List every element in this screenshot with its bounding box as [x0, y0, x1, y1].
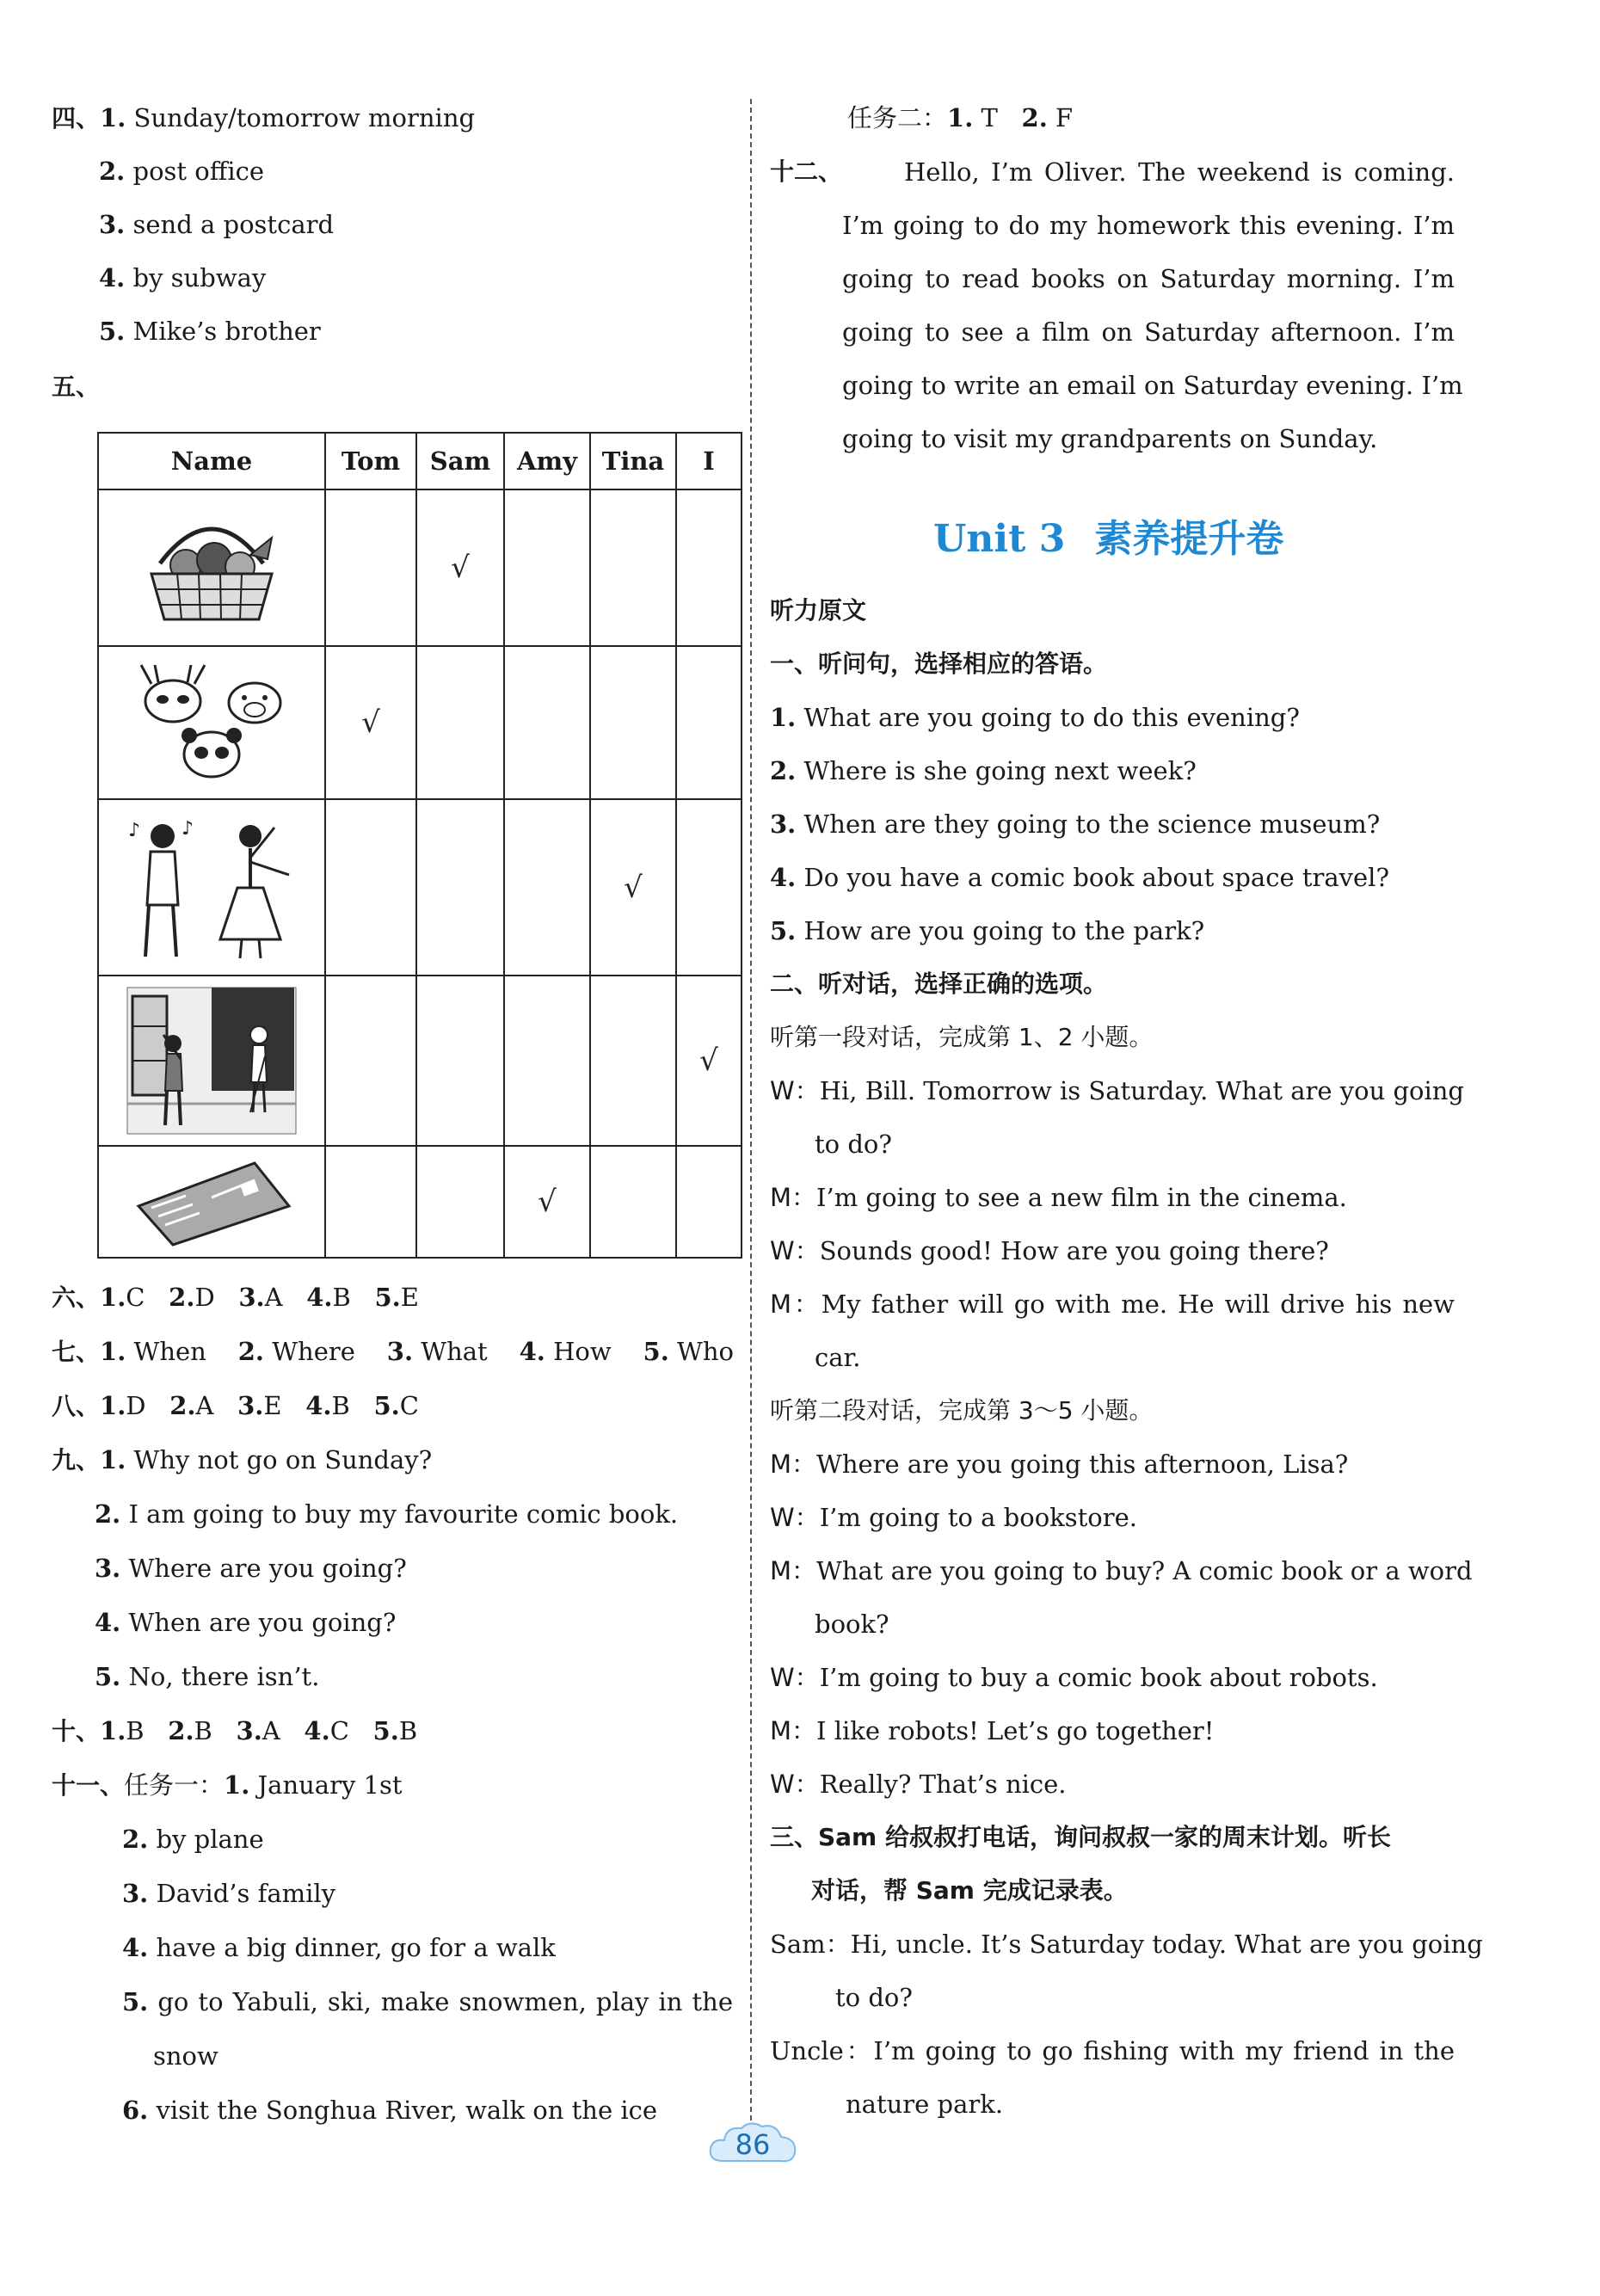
q11-line-4: 4. have a big dinner, go for a walk — [122, 1933, 556, 1962]
listening-heading: 听力原文 — [770, 596, 867, 625]
dialogue1-line-4: M：My father will go with me. He will drive his new — [770, 1290, 1455, 1319]
dialogue2-line-5: M：I like robots! Let’s go together! — [770, 1716, 1215, 1745]
q12-line-5: going to write an email on Saturday evening. I’m — [842, 371, 1463, 400]
part1-item-2: 2. Where is she going next week? — [770, 756, 1197, 785]
q12-line-1: Hello, I’m Oliver. The weekend is coming. — [904, 157, 1455, 187]
q4-line-4: 4. by subway — [99, 263, 267, 292]
table-row — [98, 646, 742, 799]
dialogue1-line-3: W：Sounds good! How are you going there? — [770, 1236, 1329, 1265]
svg-text:♪: ♪ — [182, 817, 194, 840]
q9-line-3: 3. Where are you going? — [95, 1554, 407, 1583]
page-number-badge — [705, 2118, 800, 2171]
table-header-sam: Sam — [416, 433, 504, 489]
q5-marker: 五、 — [52, 372, 101, 401]
part1-item-1: 1. What are you going to do this evening? — [770, 703, 1300, 732]
part2-heading: 二、听对话，选择正确的选项。 — [770, 969, 1108, 998]
q9-line-4: 4. When are you going? — [95, 1608, 397, 1637]
q4-line-3: 3. send a postcard — [99, 210, 335, 239]
table-header-tina: Tina — [590, 433, 676, 489]
animal-masks-picture — [98, 646, 325, 799]
page-number: 86 — [735, 2128, 771, 2161]
part1-item-3: 3. When are they going to the science museum? — [770, 809, 1381, 839]
q4-line-1: 四、1. Sunday/tomorrow morning — [52, 103, 476, 132]
unit-title — [933, 508, 1283, 563]
part2-intro-2: 听第二段对话，完成第 3～5 小题。 — [770, 1396, 1154, 1425]
dialogue1-line-4-cont: car. — [815, 1343, 861, 1372]
part3-dialogue-line-1-cont: to do? — [835, 1983, 913, 2012]
singing-dancing-girls-picture — [98, 799, 325, 976]
dialogue2-line-3: M：What are you going to buy? A comic book or a word — [770, 1556, 1473, 1585]
q12-line-6: going to visit my grandparents on Sunday. — [842, 424, 1378, 453]
dialogue2-line-2: W：I’m going to a bookstore. — [770, 1503, 1137, 1532]
part3-heading-1: 三、Sam 给叔叔打电话，询问叔叔一家的周末计划。听长 — [770, 1823, 1391, 1851]
q8-answers: 八、1.D 2.A 3.E 4.B 5.C — [52, 1391, 419, 1420]
unit-title-cn: 素养提升卷 — [1094, 517, 1284, 561]
q12-line-4: going to see a film on Saturday afternoon. I’m — [842, 317, 1455, 347]
table-row — [98, 799, 742, 976]
q12-line-2: I’m going to do my homework this evening. I’m — [842, 211, 1455, 240]
q9-line-1: 九、1. Why not go on Sunday? — [52, 1445, 433, 1474]
table-header-name: Name — [98, 433, 325, 489]
dialogue2-line-3-cont: book? — [815, 1610, 889, 1639]
q11-line-2: 2. by plane — [122, 1825, 264, 1854]
part2-intro-1: 听第一段对话，完成第 1、2 小题。 — [770, 1023, 1154, 1051]
column-divider — [750, 99, 752, 2138]
q11-line-5: 5. go to Yabuli, ski, make snowmen, play in the — [122, 1987, 733, 2016]
q11-line-6: 6. visit the Songhua River, walk on the ice — [122, 2096, 658, 2125]
q7-answers: 七、1. When 2. Where 3. What 4. How 5. Who — [52, 1337, 734, 1366]
dialogue1-line-2: M：I’m going to see a new film in the cinema. — [770, 1183, 1347, 1212]
dialogue2-line-4: W：I’m going to buy a comic book about robots. — [770, 1663, 1378, 1692]
q12-line-3: going to read books on Saturday morning. I’m — [842, 264, 1455, 293]
tick-mark: √ — [538, 1185, 557, 1219]
postcard-picture — [98, 1146, 325, 1258]
table-header-i: I — [676, 433, 742, 489]
svg-text:♪: ♪ — [128, 819, 141, 841]
part3-dialogue-line-1: Sam：Hi, uncle. It’s Saturday today. What are you going — [770, 1930, 1483, 1959]
table-row — [98, 976, 742, 1146]
table-row — [98, 1146, 742, 1258]
q12-marker: 十二、 — [770, 157, 843, 186]
cleaning-classroom-picture — [98, 976, 325, 1146]
part1-item-5: 5. How are you going to the park? — [770, 916, 1205, 945]
fruit-basket-picture — [98, 489, 325, 646]
q4-line-5: 5. Mike’s brother — [99, 317, 321, 346]
part1-item-4: 4. Do you have a comic book about space travel? — [770, 863, 1390, 892]
dialogue1-line-1-cont: to do? — [815, 1130, 892, 1159]
q4-marker: 四、 — [52, 104, 101, 132]
q9-line-2: 2. I am going to buy my favourite comic book. — [95, 1499, 679, 1529]
dialogue1-line-1: W：Hi, Bill. Tomorrow is Saturday. What are you going — [770, 1076, 1465, 1105]
q11-line-3: 3. David’s family — [122, 1879, 336, 1908]
dialogue2-line-1: M：Where are you going this afternoon, Lisa? — [770, 1450, 1349, 1479]
q10-answers: 十、1.B 2.B 3.A 4.C 5.B — [52, 1716, 418, 1745]
q9-line-5: 5. No, there isn’t. — [95, 1662, 320, 1691]
part1-heading: 一、听问句，选择相应的答语。 — [770, 649, 1108, 678]
q6-answers: 六、1.C 2.D 3.A 4.B 5.E — [52, 1283, 419, 1312]
table-header-amy: Amy — [504, 433, 590, 489]
table-row — [98, 489, 742, 646]
q4-line-2: 2. post office — [99, 157, 265, 186]
part3-dialogue-line-2-cont: nature park. — [846, 2090, 1004, 2119]
tick-mark: √ — [624, 870, 643, 905]
part3-dialogue-line-2: Uncle：I’m going to go fishing with my friend in the — [770, 2036, 1455, 2065]
table-header-tom: Tom — [325, 433, 416, 489]
dialogue2-line-6: W：Really? That’s nice. — [770, 1770, 1067, 1799]
table-header-row — [98, 433, 742, 489]
q11-line-5-cont: snow — [153, 2041, 218, 2071]
q5-answer-table — [97, 432, 742, 1259]
tick-mark: √ — [361, 705, 380, 740]
q11-line-1: 十一、任务一：1. January 1st — [52, 1770, 403, 1800]
unit-title-en: Unit 3 — [933, 517, 1066, 561]
tick-mark: √ — [699, 1043, 718, 1078]
task2-answers: 任务二：1. T 2. F — [847, 103, 1074, 132]
tick-mark: √ — [451, 551, 470, 585]
part3-heading-2: 对话，帮 Sam 完成记录表。 — [811, 1876, 1128, 1905]
